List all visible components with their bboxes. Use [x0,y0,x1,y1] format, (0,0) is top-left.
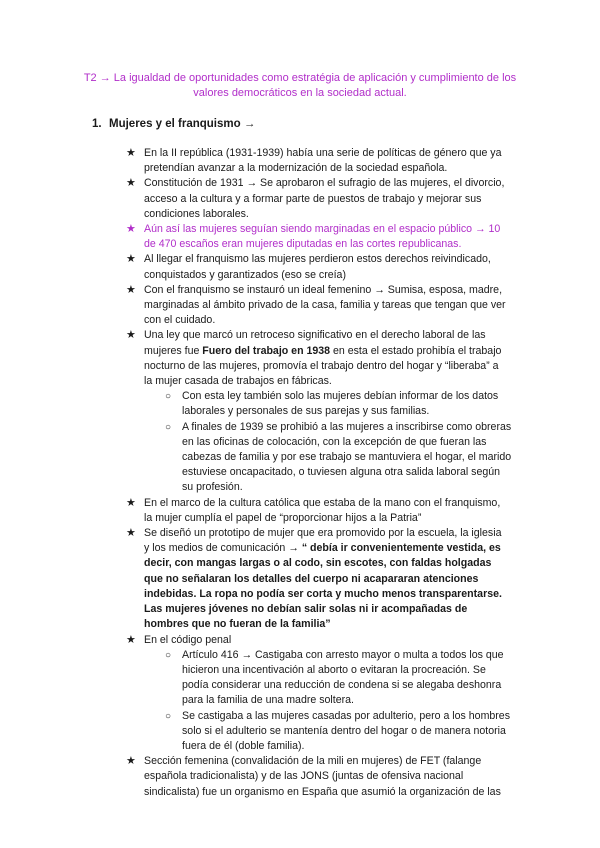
sub-list-item [144,709,526,755]
text-line: con el cuidado. [144,314,216,327]
list-item [126,526,526,632]
section-number: 1. [92,118,102,130]
list-item [126,176,526,222]
text-line: Constitución de 1931 → Se aprobaron el sufragio de las mujeres, el divorcio, [144,177,505,190]
text-line: la mujer casada de trabajos en fábricas. [144,375,332,388]
document-title [60,71,540,101]
text-line: Aún así las mujeres seguían siendo marginadas en el espacio público → 10 [144,223,501,236]
list-item [126,283,526,329]
title-line-2: valores democráticos en la sociedad actual. [193,87,407,99]
text-line: pretendían avanzar a la modernización de la sociedad española. [144,162,448,175]
text-line: acceso a la cultura y a formar parte de puestos de trabajo y mejorar sus [144,192,482,205]
list-item [126,328,526,495]
bold-quote: “ debía ir convenientemente vestida, es [301,542,501,555]
star-bullet-icon: ★ [126,223,136,236]
sub-list-item [144,389,526,419]
text-line: Una ley que marcó un retroceso significativo en el derecho laboral de las [144,329,486,342]
section-heading-text: Mujeres y el franquismo → [109,118,256,130]
text-run: mujeres fue [144,344,203,357]
text-line: conquistados y garantizados (eso se creía) [144,268,346,281]
bold-quote-line: que no señalaran los detalles del cuerpo ni acapararan atenciones [144,572,479,585]
text-line: para la familia de una madre soltera. [182,694,354,707]
text-line: de 470 escaños eran mujeres diputadas en las cortes republicanas. [144,238,462,251]
text-line: fuera de él (doble familia). [182,739,305,752]
text-run: en esta el estado prohibía el trabajo [330,344,502,357]
text-line: En el marco de la cultura católica que estaba de la mano con el franquismo, [144,496,501,509]
section-heading [92,118,255,130]
list-item [126,146,526,176]
text-line: A finales de 1939 se prohibió a las mujeres a inscribirse como obreras [182,420,512,433]
star-bullet-icon: ★ [126,283,136,296]
sub-list-item [144,420,526,496]
list-item [126,633,526,755]
text-line: podía considerar una reducción de condena si se alegaba deshonra [182,679,502,692]
text-line: hicieron una incentivación al aborto o evitaran la procreación. Se [182,663,486,676]
text-line: condiciones laborales. [144,207,249,220]
circle-bullet-icon: ○ [165,421,172,433]
text-run: y los medios de comunicación → [144,542,302,555]
text-line [144,344,526,359]
circle-bullet-icon: ○ [165,710,172,722]
text-line: En la II república (1931-1939) había una serie de políticas de género que ya [144,147,502,159]
list-item [126,754,526,800]
text-line: En el código penal [144,633,232,646]
text-line: Sección femenina (convalidación de la mili en mujeres) de FET (falange [144,755,482,768]
text-line: Con esta ley también solo las mujeres debían informar de los datos [182,390,499,403]
bullet-list [126,146,526,800]
circle-bullet-icon: ○ [165,649,172,661]
text-line: Se castigaba a las mujeres casadas por adulterio, pero a los hombres [182,709,510,722]
bold-quote-line: hombres que no fueran de la familia” [144,618,331,631]
sub-list-item [144,648,526,709]
circle-bullet-icon: ○ [165,391,172,403]
star-bullet-icon: ★ [126,527,136,540]
text-line: cabezas de familia y por ese trabajo se mantuviera el hogar, el marido [182,451,512,464]
bold-quote-line: decir, con mangas largas o al codo, sin escotes, con faldas holgadas [144,557,492,570]
text-line: nocturno de las mujeres, promovía el trabajo dentro del hogar y “liberaba” a [144,359,499,372]
text-line: laborales y personales de sus parejas y sus familias. [182,405,430,418]
text-line: Se diseñó un prototipo de mujer que era promovido por la escuela, la iglesia [144,527,502,540]
text-line: solo si el adulterio se mantenía dentro del hogar o de manera notoria [182,724,506,737]
list-item [126,496,526,526]
star-bullet-icon: ★ [126,755,136,768]
text-line: Con el franquismo se instauró un ideal femenino → Sumisa, esposa, madre, [144,283,503,296]
text-line: su profesión. [182,481,243,494]
text-line: la mujer cumplía el papel de “proporcionar hijos a la Patria” [144,511,422,524]
text-line [144,541,526,556]
text-line: en las oficinas de colocación, con la excepción de que fueran las [182,435,487,448]
star-bullet-icon: ★ [126,633,136,646]
list-item-highlighted [126,222,526,252]
star-bullet-icon: ★ [126,329,136,342]
title-line-1: T2 → La igualdad de oportunidades como estratégia de aplicación y cumplimiento de los [83,72,517,84]
text-line: sindicalista) fue un organismo en España que asumió la organización de las [144,785,501,798]
list-item [126,252,526,282]
bold-quote-line: indebidas. La ropa no podía ser corta y mucho menos transparentarse. [144,587,502,600]
text-line: española tradicionalista) y de las JONS (juntas de ofensiva nacional [144,770,464,783]
star-bullet-icon: ★ [126,253,136,266]
text-line: marginadas al ámbito privado de la casa, familia y tareas que tengan que ver [144,299,506,312]
bold-quote-line: Las mujeres jóvenes no debían salir solas ni ir acompañadas de [144,603,468,616]
text-line: Artículo 416 → Castigaba con arresto mayor o multa a todos los que [182,648,504,661]
bold-law-name: Fuero del trabajo en 1938 [202,344,331,357]
text-line: Al llegar el franquismo las mujeres perdieron estos derechos reivindicado, [144,253,491,266]
text-line: estuviese oncapacitado, o tuviesen alguna otra salida laboral según [182,466,501,479]
star-bullet-icon: ★ [126,496,136,509]
star-bullet-icon: ★ [126,177,136,190]
star-bullet-icon: ★ [126,147,136,159]
